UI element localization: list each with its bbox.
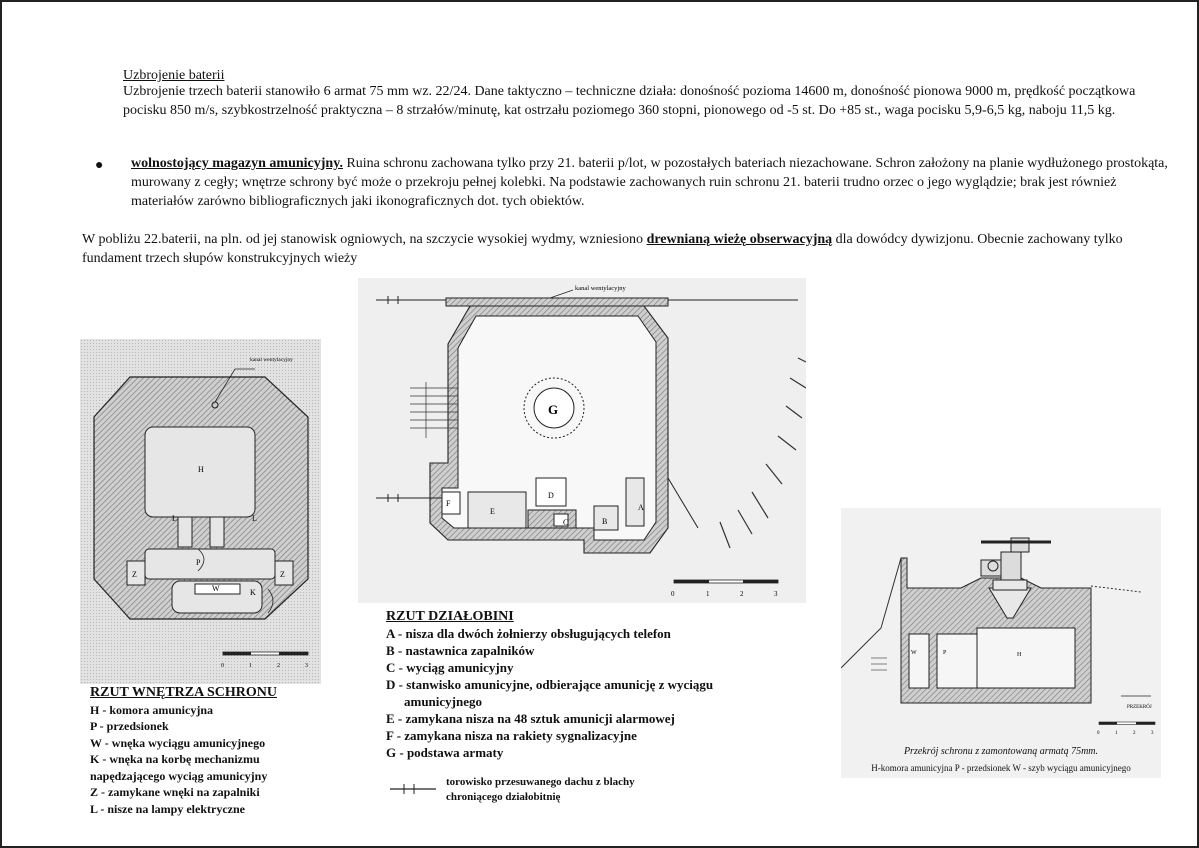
para-after: dla dowódcy dywizjonu. Obecnie zachowany tylko fundament trzech słupów konstrukcyjnych wieży — [82, 232, 1123, 266]
scale-right-3: 3 — [1151, 731, 1154, 736]
bullet-paragraph — [131, 154, 1171, 211]
emplacement-legend-title: RZUT DZIAŁOBINI — [386, 609, 514, 624]
tower-paragraph — [82, 230, 1172, 268]
label-D: D — [548, 491, 554, 500]
shelter-legend-item: H - komora amunicyjna — [90, 702, 213, 717]
label-P: P — [196, 558, 201, 567]
label-B: B — [602, 517, 608, 526]
label-Z2: Z — [280, 570, 285, 579]
scale-left-3: 3 — [305, 663, 308, 669]
label-E: E — [490, 507, 495, 516]
shelter-plan-panel — [80, 339, 321, 816]
label-H-right: H — [1017, 652, 1022, 658]
emplacement-plan-drawing — [358, 278, 806, 603]
shelter-legend-item: napędzającego wyciąg amunicyjny — [90, 768, 268, 783]
scale-right-2: 2 — [1133, 731, 1136, 736]
cross-section-drawing — [841, 508, 1161, 740]
label-L2: L — [252, 514, 257, 523]
vent-label-left: kanal wentylacyjny — [250, 357, 293, 363]
label-H: H — [198, 465, 204, 474]
emplacement-legend-item: F - zamykana nisza na rakiety sygnalizacyjne — [386, 728, 637, 743]
scale-right-0: 0 — [1097, 731, 1100, 736]
label-A: A — [638, 503, 644, 512]
label-Z1: Z — [132, 570, 137, 579]
caption-legend: H-komora amunicyjna P - przedsionek W - szyb wyciągu amunicyjnego — [871, 763, 1131, 773]
emplacement-legend-item: G - podstawa armaty — [386, 745, 504, 760]
label-C: C — [563, 518, 569, 527]
emplacement-legend-item: B - nastawnica zapalników — [386, 643, 535, 658]
section-title: Uzbrojenie baterii — [123, 68, 225, 83]
shelter-legend-item: Z - zamykane wnęki na zapalniki — [90, 785, 260, 799]
shelter-legend — [90, 685, 318, 817]
label-G: G — [548, 402, 559, 417]
rail-symbol-icon — [388, 782, 438, 796]
section-body: Uzbrojenie trzech baterii stanowiło 6 armat 75 mm wz. 22/24. Dane taktyczno – techniczne działa: donośność pozioma 14600 m, donośność pionowa 9000 m, prędkość początkowa pocisku 850 m/s, szybkostrzelność praktyczna – 8 strzałów/minutę, kat ostrzału poziomego 360 stopni, pionowego od -5 st. Do +85 st., waga pocisku 5,9-6,5 kg, naboju 11,5 kg. — [123, 84, 1136, 118]
emplacement-legend — [386, 608, 796, 761]
scale-center-3: 3 — [774, 590, 778, 598]
bullet-text: Ruina schronu zachowana tylko przy 21. baterii p/lot, w pozostałych bateriach niezachowane. Schron założony na planie wydłużonego prostokąta, murowany z cegły; wnętrze schrony być może o przekroju pełnej kolebki. Na podstawie zachowanych ruin schronu 21. baterii trudno orzec o jego wyglądzie; brak jest również materiałów zarówno bibliograficznych jaki ikonograficznych dot. tych obiektów. — [131, 156, 1168, 209]
caption-title: Przekrój schronu z zamontowaną armatą 75mm. — [903, 746, 1099, 757]
shelter-legend-title: RZUT WNĘTRZA SCHRONU — [90, 685, 277, 700]
scale-center-0: 0 — [671, 590, 675, 598]
scale-center-1: 1 — [706, 590, 710, 598]
przekroj-label: PRZEKRÓJ — [1127, 705, 1152, 710]
cross-section-caption — [841, 746, 1161, 773]
emplacement-legend-item: A - nisza dla dwóch żołnierzy obsługujących telefon — [386, 626, 671, 641]
bullet-heading: wolnostojący magazyn amunicyjny. — [131, 156, 343, 171]
para-before: W pobliżu 22.baterii, na pln. od jej stanowisk ogniowych, na szczycie wysokiej wydmy, wzniesiono — [82, 232, 647, 247]
bullet-icon: ● — [95, 158, 104, 173]
rail-note-line-1: torowisko przesuwanego dachu z blachy — [446, 776, 635, 788]
vent-label-center: kanal wentylacyjny — [575, 285, 626, 292]
para-emphasis: drewnianą wieżę obserwacyjną — [646, 232, 833, 247]
scale-right-1: 1 — [1115, 731, 1118, 736]
scale-center-2: 2 — [740, 590, 744, 598]
label-F: F — [446, 499, 451, 508]
label-W: W — [212, 584, 220, 593]
emplacement-legend-item: D - stanwisko amunicyjne, odbierające amunicję z wyciągu — [386, 677, 714, 692]
scale-left-1: 1 — [249, 663, 252, 669]
emplacement-plan-panel — [358, 278, 806, 804]
rail-note — [446, 775, 786, 805]
rail-note-line-2: chroniącego działobitnię — [446, 791, 561, 803]
label-W-right: W — [911, 650, 917, 656]
label-K: K — [250, 588, 256, 597]
scale-left-2: 2 — [277, 663, 280, 669]
scale-left-0: 0 — [221, 663, 224, 669]
label-P-right: P — [943, 650, 947, 656]
shelter-legend-item: W - wnęka wyciągu amunicyjnego — [90, 735, 266, 750]
shelter-legend-item: L - nisze na lampy elektryczne — [90, 801, 245, 816]
cross-section-panel — [841, 508, 1161, 778]
shelter-plan-drawing — [80, 339, 321, 684]
shelter-legend-item: K - wnęka na korbę mechanizmu — [90, 752, 260, 766]
emplacement-legend-item: C - wyciąg amunicyjny — [386, 660, 514, 675]
emplacement-legend-item: E - zamykana nisza na 48 sztuk amunicji alarmowej — [386, 711, 675, 726]
shelter-legend-item: P - przedsionek — [90, 719, 169, 733]
emplacement-legend-item: amunicyjnego — [404, 694, 482, 709]
label-L1: L — [172, 514, 177, 523]
